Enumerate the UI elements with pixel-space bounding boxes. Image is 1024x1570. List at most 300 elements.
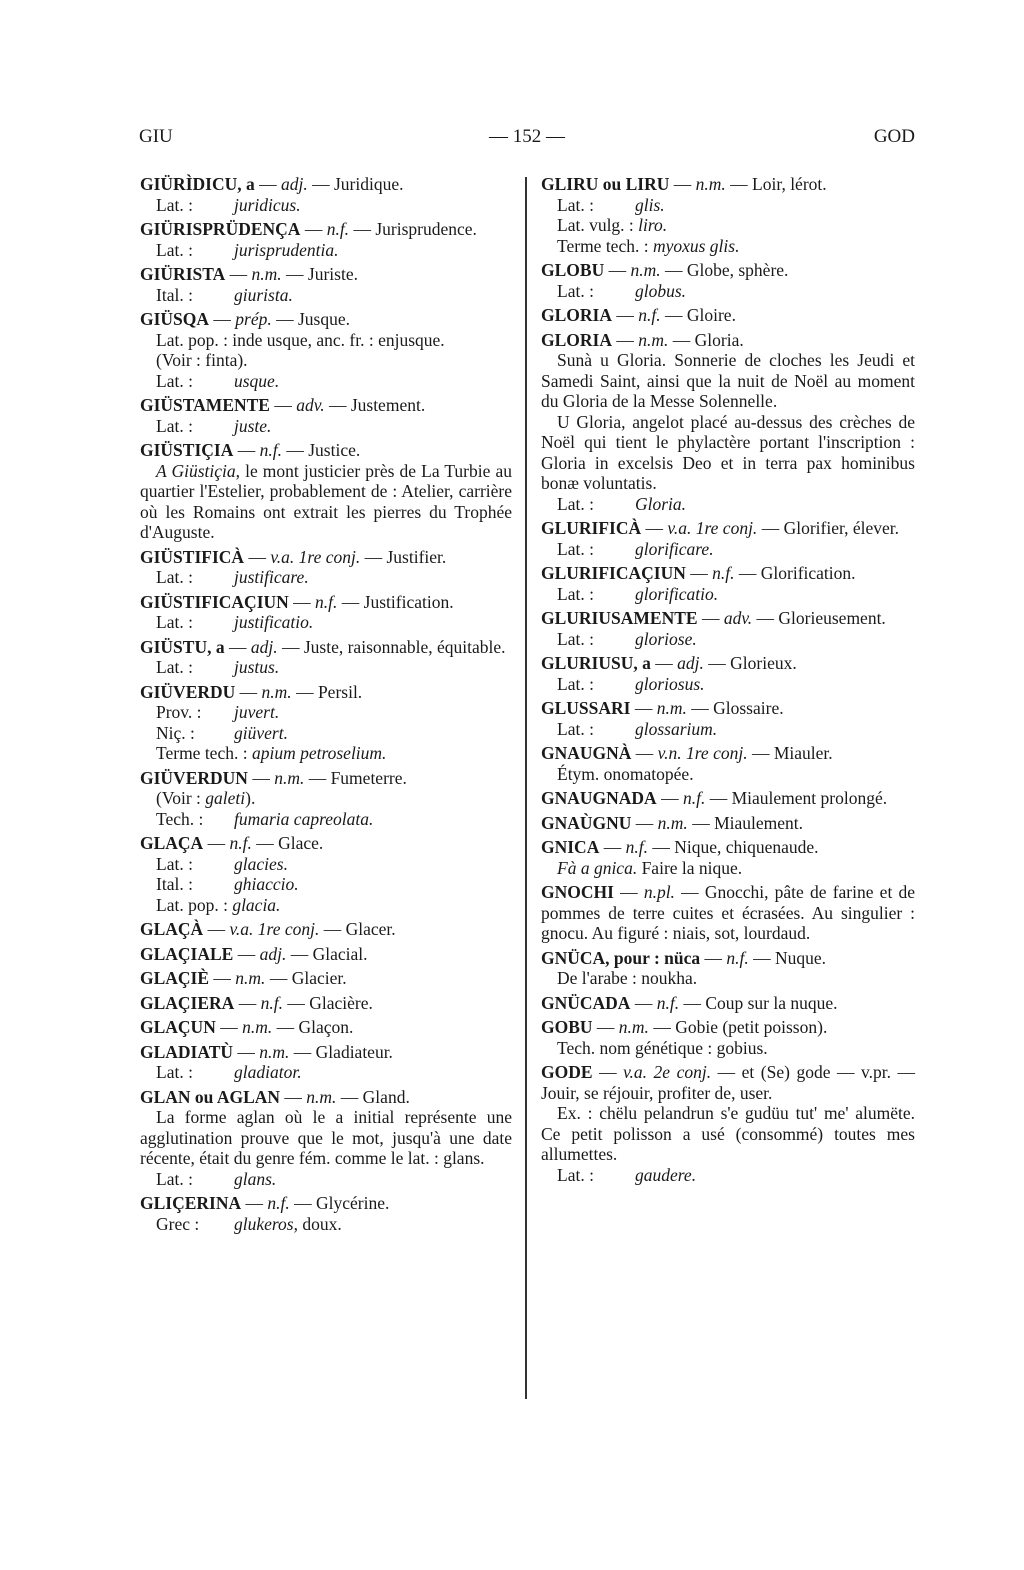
definition: Miaulement. [714, 812, 803, 833]
entry-extra: Étym. onomatopée. [557, 763, 694, 784]
part-of-speech: n.f. [259, 440, 282, 460]
etymology-label: Tech. : [156, 808, 204, 829]
etymology-label: Lat. : [156, 1062, 193, 1082]
etymology-label: Lat. vulg. : [557, 215, 634, 235]
dictionary-entry [140, 309, 512, 391]
etymology-value: justus. [234, 657, 280, 677]
headword: GLUSSARI [541, 698, 631, 718]
etymology-label: Lat. : [156, 567, 193, 587]
dictionary-entry [140, 219, 512, 260]
headword: GIÜSTIFICAÇIUN [140, 591, 289, 612]
dictionary-entry [140, 682, 512, 764]
part-of-speech: v.n. 1re conj. [657, 743, 748, 763]
etymology-label: Lat. : [557, 1164, 594, 1185]
etymology-line [140, 854, 512, 875]
entry-line: GIÜSQA — prép. — Jusque. [140, 309, 351, 329]
definition: Gloria. [694, 329, 744, 350]
etymology-line [541, 215, 915, 236]
entry-line: GLURIUSAMENTE — adv. — Glorieusement. [541, 608, 886, 628]
headword: GLADIATÙ [140, 1041, 234, 1062]
entry-line: GLORIA — n.m. — Gloria. [541, 329, 744, 350]
headword: GLAÇA [140, 833, 204, 853]
entry-line: GLADIATÙ — n.m. — Gladiateur. [140, 1041, 393, 1062]
headword: GIÜSTU, a [140, 636, 225, 657]
definition: Globe, sphère. [686, 260, 789, 280]
etymology-value: apium petroselium. [251, 743, 387, 763]
etymology-value: glacia. [232, 894, 281, 915]
etymology-value: justificatio. [234, 612, 314, 632]
definition: Glorieusement. [778, 608, 886, 628]
etymology-line [140, 874, 512, 895]
dictionary-entry [140, 637, 512, 678]
headword: GIÜVERDUN [140, 767, 248, 788]
etymology-label: Lat. : [557, 718, 594, 739]
etymology-value: ghiaccio. [234, 874, 299, 894]
part-of-speech: n.f. [638, 305, 661, 325]
entry-line: GNAUGNADA — n.f. — Miaulement prolongé. [541, 788, 888, 808]
etymology-label: Terme tech. : [557, 235, 649, 256]
etymology-label: Lat. : [156, 657, 193, 677]
dictionary-entry [541, 743, 915, 784]
entry-line: GIÜRISTA — n.m. — Juriste. [140, 264, 358, 284]
entry-line: GODE — v.a. 2e conj. — et (Se) gode — v.pr. — Jouir, se réjouir, profiter de, user. [541, 1062, 915, 1103]
definition: Justice. [308, 440, 361, 460]
definition: Juste, raisonnable, équitable. [303, 636, 506, 657]
entry-line: GIÜVERDUN — n.m. — Fumeterre. [140, 767, 407, 788]
definition: Nuque. [775, 947, 827, 968]
definition: Jusque. [298, 309, 351, 329]
entry-line: GLORIA — n.f. — Gloire. [541, 305, 736, 325]
etymology-line [140, 240, 512, 261]
header-right-guideword: GOD [873, 126, 915, 147]
etymology-value: juste. [234, 415, 272, 436]
etymology-line [140, 657, 512, 678]
etymology-value: Gloria. [635, 493, 687, 514]
entry-line: GIÜSTU, a — adj. — Juste, raisonnable, équitable. [140, 636, 506, 657]
part-of-speech: v.a. 2e conj. [623, 1062, 712, 1082]
etymology-label: Lat. : [156, 853, 193, 874]
etymology-label: Terme tech. : [156, 743, 248, 763]
definition: Glorieux. [730, 653, 797, 673]
dictionary-entry [541, 788, 915, 809]
part-of-speech: n.f. [712, 563, 735, 583]
etymology-label: Ital. : [156, 284, 193, 305]
entry-line: GLAÇA — n.f. — Glace. [140, 833, 324, 853]
etymology-line [541, 584, 915, 605]
definition: Glorification. [760, 563, 856, 583]
headword: GLURIUSAMENTE [541, 608, 698, 628]
headword: GIÜSTAMENTE [140, 395, 270, 415]
dictionary-entry [140, 944, 512, 965]
etymology-line [140, 723, 512, 744]
headword: GIÜSTIÇIA [140, 440, 234, 460]
etymology-value: liro. [638, 215, 668, 235]
page-header [139, 126, 915, 156]
headword: GLAÇIALE [140, 943, 234, 964]
dictionary-entry [140, 768, 512, 830]
header-left-guideword: GIU [139, 126, 173, 147]
etymology-value: glossarium. [635, 718, 718, 739]
headword: GLAÇÀ [140, 919, 204, 939]
part-of-speech: n.f. [267, 1193, 290, 1213]
etymology-value: jurisprudentia. [234, 239, 339, 260]
entry-line: GLOBU — n.m. — Globe, sphère. [541, 260, 789, 280]
definition: Glorifier, élever. [783, 518, 899, 538]
entry-line: GIÜSTIFICAÇIUN — n.f. — Justification. [140, 591, 454, 612]
entry-line: GNÜCADA — n.f. — Coup sur la nuque. [541, 992, 838, 1013]
definition: Juriste. [307, 264, 358, 284]
part-of-speech: n.m. [630, 260, 661, 280]
etymology-line [140, 809, 512, 830]
entry-line: GLURIFICAÇIUN — n.f. — Glorification. [541, 563, 856, 583]
definition: Glacial. [312, 943, 368, 964]
definition: Gobie (petit poisson). [675, 1017, 828, 1037]
etymology-line [140, 1062, 512, 1083]
dictionary-entry [140, 993, 512, 1014]
entry-line: GLIRU ou LIRU — n.m. — Loir, lérot. [541, 174, 827, 194]
part-of-speech: n.f. [656, 992, 680, 1013]
headword: GNÜCADA [541, 992, 631, 1013]
entry-line: GLAÇIALE — adj. — Glacial. [140, 943, 368, 964]
etymology-line [541, 494, 915, 515]
part-of-speech: v.a. 1re conj. [667, 518, 758, 538]
dictionary-entry [140, 1042, 512, 1083]
entry-line: GLURIUSU, a — adj. — Glorieux. [541, 653, 797, 673]
definition: Coup sur la nuque. [705, 992, 838, 1013]
headword: GLURIFICAÇIUN [541, 563, 686, 583]
etymology-line [541, 539, 915, 560]
dictionary-entry [140, 440, 512, 543]
etymology-value: gloriose. [635, 628, 697, 649]
dictionary-entry [541, 608, 915, 649]
dictionary-entry [541, 993, 915, 1014]
part-of-speech: adv. [296, 395, 325, 415]
etymology-line [140, 895, 512, 916]
definition: Glacière. [309, 992, 373, 1013]
headword: GNICA [541, 837, 600, 857]
headword: GNAÙGNU [541, 812, 632, 833]
dictionary-entry [140, 919, 512, 940]
entry-note: Sunà u Gloria. Sonnerie de cloches les Jeudi et Samedi Saint, ainsi que la nuit de Noël au moment du Gloria de la Messe Solennelle. [541, 350, 915, 411]
part-of-speech: n.m. [259, 1041, 290, 1062]
entry-line: GNICA — n.f. — Nique, chiquenaude. [541, 837, 819, 857]
headword: GLIRU ou LIRU [541, 174, 670, 194]
etymology-line [140, 371, 512, 392]
part-of-speech: n.m. [656, 698, 687, 718]
part-of-speech: n.f. [682, 788, 706, 808]
part-of-speech: n.f. [315, 591, 338, 612]
dictionary-entry [541, 1062, 915, 1185]
part-of-speech: n.f. [229, 833, 252, 853]
right-column [541, 174, 915, 1189]
etymology-value: juvert. [234, 702, 280, 722]
entry-line: GLUSSARI — n.m. — Glossaire. [541, 698, 784, 718]
dictionary-entry [140, 833, 512, 915]
part-of-speech: n.m. [235, 968, 266, 988]
part-of-speech: n.f. [625, 837, 648, 857]
entry-extra [541, 858, 915, 879]
part-of-speech: adj. [250, 636, 278, 657]
definition: Glycérine. [316, 1193, 390, 1213]
part-of-speech: adj. [259, 943, 287, 964]
etymology-label: Lat. : [156, 415, 193, 436]
etymology-value: glorificatio. [635, 583, 719, 604]
etymology-line [541, 719, 915, 740]
etymology-value: glukeros [234, 1213, 294, 1234]
headword: GNAUGNADA [541, 788, 657, 808]
entry-line: GIÜSTIFICÀ — v.a. 1re conj. — Justifier. [140, 546, 447, 567]
etymology-label: Lat. : [557, 538, 594, 559]
entry-line: GLAÇIÈ — n.m. — Glacier. [140, 968, 347, 988]
etymology-line [140, 285, 512, 306]
entry-line: GNÜCA, pour : nüca — n.f. — Nuque. [541, 947, 827, 968]
definition: Glossaire. [713, 698, 784, 718]
entry-line: GNOCHI — n.pl. — Gnocchi, pâte de farine et de pommes de terre cuites et écrasées. Au singulier : gnocu. Au figuré : niais, sot, lourdaud. [541, 882, 916, 943]
part-of-speech: n.m. [618, 1017, 649, 1037]
headword: GLURIFICÀ [541, 518, 642, 538]
entry-note [140, 461, 512, 543]
dictionary-entry [541, 260, 915, 301]
headword: GIÜSQA [140, 309, 210, 329]
etymology-value: glacies. [234, 853, 288, 874]
dictionary-entry [140, 592, 512, 633]
dictionary-entry [541, 174, 915, 256]
part-of-speech: adj. [677, 653, 704, 673]
definition: Nique, chiquenaude. [674, 837, 819, 857]
definition: Miaulement prolongé. [731, 788, 888, 808]
etymology-label: Lat. : [557, 493, 594, 514]
entry-extra: Lat. pop. : inde usque, anc. fr. : enjusque. [156, 329, 445, 350]
etymology-label: Lat. : [557, 280, 594, 301]
etymology-label: (Voir : [156, 788, 201, 808]
entry-line: GOBU — n.m. — Gobie (petit poisson). [541, 1017, 828, 1037]
definition: Persil. [317, 681, 363, 702]
etymology-line [541, 236, 915, 257]
dictionary-entry [541, 563, 915, 604]
entry-line: GIÜSTAMENTE — adv. — Justement. [140, 395, 426, 415]
etymology-line [541, 1165, 915, 1186]
entry-note: U Gloria, angelot placé au-dessus des crèches de Noël qui tient le phylactère portant l'inscription : Gloria in excelsis Deo et in terra pax hominibus bonæ voluntatis. [541, 411, 915, 493]
part-of-speech: n.m. [274, 767, 305, 788]
page-number: — 152 — [489, 126, 565, 147]
entry-line: GLIÇERINA — n.f. — Glycérine. [140, 1193, 390, 1213]
etymology-value: glorificare. [635, 538, 714, 559]
entry-line: GLAN ou AGLAN — n.m. — Gland. [140, 1086, 410, 1107]
note-text: , le mont justicier près de La Turbie au quartier l'Estelier, probablement de : Atelier, carrière où les Romains ont extrait les pierres du Trophée d'Auguste. [140, 460, 512, 542]
headword: GIÜVERDU [140, 681, 236, 702]
dictionary-entry [541, 813, 915, 834]
etymology-value: usque. [234, 370, 280, 391]
etymology-line [541, 281, 915, 302]
headword: GLOBU [541, 260, 605, 280]
dictionary-entry [541, 837, 915, 878]
dictionary-entry [140, 174, 512, 215]
etymology-value: gaudere. [635, 1164, 697, 1185]
headword: GIÜRÌDICU, a [140, 174, 255, 194]
part-of-speech: n.m. [306, 1086, 337, 1107]
dictionary-entry [541, 882, 915, 944]
entry-line: GNAUGNÀ — v.n. 1re conj. — Miauler. [541, 743, 833, 763]
etymology-label: Niç. : [156, 722, 195, 743]
definition: Glace. [278, 833, 324, 853]
headword: GIÜRISPRÜDENÇA [140, 219, 301, 239]
part-of-speech: n.m. [638, 329, 669, 350]
etymology-value: fumaria capreolata. [234, 808, 374, 829]
etymology-value: giurista. [234, 284, 293, 305]
entry-line: GIÜSTIÇIA — n.f. — Justice. [140, 440, 361, 460]
definition: Gland. [362, 1086, 410, 1107]
etymology-line [541, 674, 915, 695]
headword: GNAUGNÀ [541, 743, 632, 763]
headword: GOBU [541, 1017, 593, 1037]
headword: GIÜSTIFICÀ [140, 546, 245, 567]
dictionary-entry [541, 1017, 915, 1058]
headword: GLAÇIÈ [140, 968, 210, 988]
part-of-speech: adv. [723, 608, 753, 628]
etymology-line [541, 195, 915, 216]
definition: Glaçon. [298, 1017, 354, 1037]
etymology-line [140, 1214, 512, 1235]
entry-line: GLAÇÀ — v.a. 1re conj. — Glacer. [140, 919, 396, 939]
etymology-label: Lat. : [156, 194, 193, 215]
etymology-label: Prov. : [156, 702, 202, 722]
headword: GLAN ou AGLAN [140, 1086, 281, 1107]
etymology-label: Lat. : [557, 194, 594, 215]
definition: Justement. [350, 395, 426, 415]
part-of-speech: n.m. [242, 1017, 273, 1037]
etymology-line [140, 416, 512, 437]
definition: et (Se) gode — v.pr. — Jouir, se réjouir, profiter de, user. [541, 1062, 915, 1103]
headword: GLAÇIERA [140, 992, 235, 1013]
etymology-value: justificare. [234, 567, 309, 587]
etymology-value: glans. [234, 1168, 277, 1189]
dictionary-entry [541, 698, 915, 739]
dictionary-entry [140, 968, 512, 989]
entry-line: GIÜVERDU — n.m. — Persil. [140, 681, 363, 702]
dictionary-entry [140, 547, 512, 588]
etymology-label: Lat. : [557, 673, 594, 694]
entry-line: GLAÇIERA — n.f. — Glacière. [140, 992, 373, 1013]
part-of-speech: n.m. [251, 264, 282, 284]
headword: GNÜCA, pour : nüca [541, 947, 701, 968]
etymology-value: myoxus glis. [652, 235, 740, 256]
etymology-tail: , doux. [293, 1213, 342, 1234]
definition: Justification. [363, 591, 454, 612]
dictionary-entry [140, 1193, 512, 1234]
dictionary-entry [541, 653, 915, 694]
part-of-speech: n.f. [260, 992, 283, 1013]
column-divider [525, 177, 527, 1399]
headword: GLAÇUN [140, 1017, 216, 1037]
etymology-label: Lat. : [557, 628, 594, 649]
headword: GODE [541, 1062, 593, 1082]
definition: Loir, lérot. [752, 174, 827, 194]
example-phrase: Fà a gnica. [557, 857, 638, 878]
dictionary-entry [140, 1087, 512, 1190]
headword: GIÜRISTA [140, 264, 226, 284]
entry-extra: De l'arabe : noukha. [557, 968, 698, 988]
headword: GLORIA [541, 329, 612, 350]
left-column [140, 174, 512, 1238]
etymology-value: gladiator. [234, 1062, 302, 1082]
entry-note: Ex. : chëlu pelandrun s'e gudüu tut' me' alumëte. Ce petit polisson a usé (consommé) toutes mes allumettes. [541, 1103, 915, 1164]
part-of-speech: n.m. [695, 174, 726, 194]
etymology-label: Lat. : [156, 370, 193, 391]
headword: GNOCHI [541, 882, 614, 902]
etymology-line [140, 567, 512, 588]
etymology-line [140, 195, 512, 216]
etymology-label: Ital. : [156, 874, 193, 894]
definition: Miauler. [773, 743, 833, 763]
etymology-label: Lat. : [156, 239, 193, 260]
etymology-value: gloriosus. [635, 673, 705, 694]
entry-line: GIÜRÌDICU, a — adj. — Juridique. [140, 174, 404, 194]
dictionary-entry [541, 305, 915, 326]
dictionary-entry [541, 518, 915, 559]
part-of-speech: v.a. 1re conj. [229, 919, 320, 939]
example-translation: Faire la nique. [637, 857, 743, 878]
part-of-speech: n.f. [326, 219, 350, 239]
dictionary-entry [140, 264, 512, 305]
etymology-value: giüvert. [234, 722, 288, 743]
etymology-value: globus. [635, 280, 687, 301]
entry-line: GLAÇUN — n.m. — Glaçon. [140, 1017, 354, 1037]
entry-extra: Tech. nom génétique : gobius. [557, 1037, 768, 1058]
etymology-label: Grec : [156, 1213, 200, 1234]
definition: Glacier. [291, 968, 347, 988]
dictionary-entry [140, 1017, 512, 1038]
etymology-label: Lat. : [156, 1168, 193, 1189]
etymology-line [140, 788, 512, 809]
etymology-tail: ). [245, 788, 256, 808]
entry-extra: (Voir : finta). [156, 350, 248, 370]
headword: GLURIUSU, a [541, 653, 651, 673]
definition: Jurisprudence. [375, 219, 477, 239]
etymology-label: Lat. : [557, 583, 594, 604]
dictionary-entry [140, 395, 512, 436]
part-of-speech: n.m. [657, 812, 688, 833]
part-of-speech: n.m. [261, 681, 292, 702]
etymology-label: Lat. pop. : [156, 894, 228, 915]
definition: Glacer. [345, 919, 396, 939]
headword: GLORIA [541, 305, 612, 325]
entry-line: GLURIFICÀ — v.a. 1re conj. — Glorifier, élever. [541, 518, 899, 538]
entry-line: GIÜRISPRÜDENÇA — n.f. — Jurisprudence. [140, 219, 477, 239]
etymology-label: Lat. : [156, 612, 193, 632]
etymology-line [140, 612, 512, 633]
entry-note: La forme aglan où le a initial représente une agglutination prouve que le mot, jusqu'à une date récente, était du genre fém. comme le lat. : glans. [140, 1107, 512, 1168]
note-term: A Giüstiçia [156, 460, 236, 481]
headword: GLIÇERINA [140, 1193, 242, 1213]
part-of-speech: prép. [235, 309, 272, 329]
etymology-line [140, 1169, 512, 1190]
part-of-speech: v.a. 1re conj. [270, 546, 361, 567]
definition: Justifier. [386, 546, 447, 567]
dictionary-entry [541, 330, 915, 515]
definition: Gnocchi, pâte de farine et de pommes de terre cuites et écrasées. Au singulier : gnocu. Au figuré : niais, sot, lourdaud. [541, 882, 916, 943]
etymology-value: galeti [205, 788, 246, 808]
part-of-speech: n.pl. [643, 882, 675, 902]
definition: Fumeterre. [330, 767, 407, 788]
definition: Gladiateur. [315, 1041, 393, 1062]
etymology-line [140, 743, 512, 764]
definition: Juridique. [333, 174, 404, 194]
part-of-speech: adj. [280, 174, 308, 194]
entry-line: GNAÙGNU — n.m. — Miaulement. [541, 812, 803, 833]
dictionary-entry [541, 948, 915, 989]
etymology-line [140, 702, 512, 723]
etymology-value: juridicus. [234, 194, 301, 215]
